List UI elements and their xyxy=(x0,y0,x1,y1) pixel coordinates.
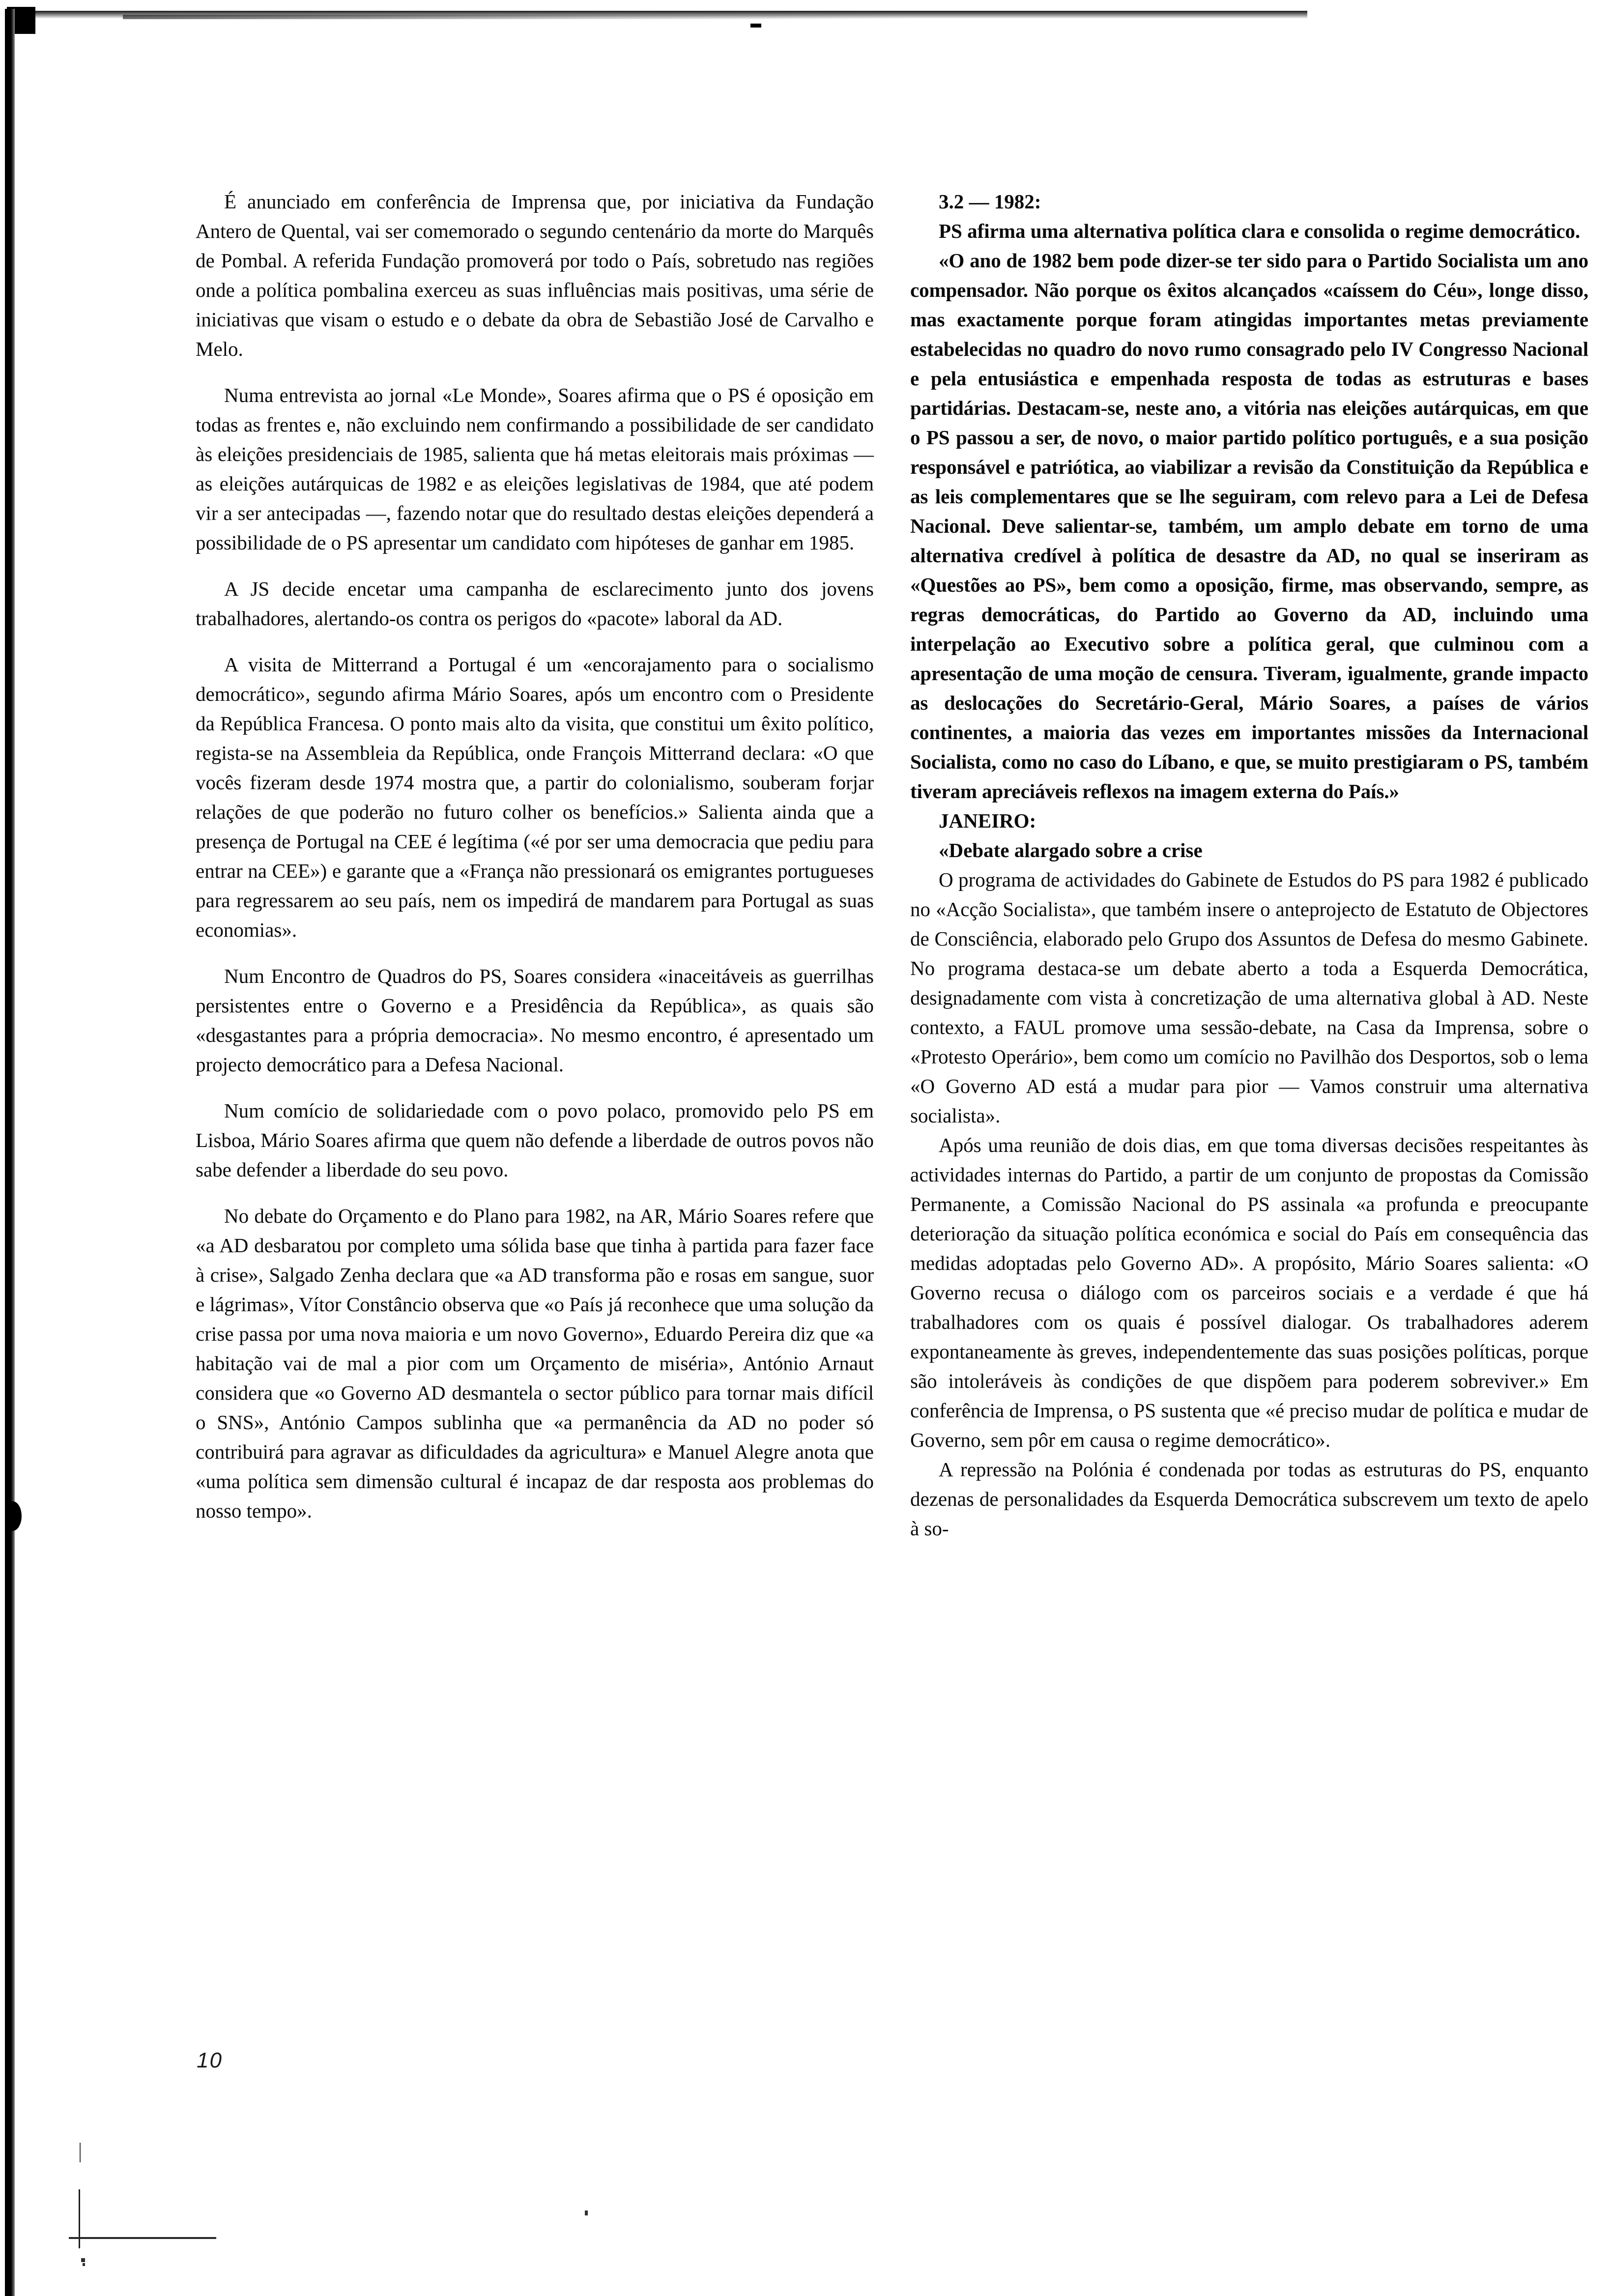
scan-top-edge-smudge-secondary xyxy=(123,15,909,19)
scan-dash-artifact xyxy=(750,24,761,28)
month-subheading: «Debate alargado sobre a crise xyxy=(939,839,1203,861)
annual-report-quote: «O ano de 1982 bem pode dizer-se ter sido para o Partido Socialista um ano compensador. Não porque os êxitos alcançados «caíssem do Céu», longe disso, mas exactamente porque foram atingidas importantes metas previamente estabelecidas no quadro do novo rumo consagrado pelo IV Congresso Nacional e pela entusiástica e empenhada resposta de todas as estruturas e bases partidárias. Destacam-se, neste ano, a vitória nas eleições autárquicas, em que o PS passou a ser, de novo, o maior partido político português, e a sua posição responsável e patriótica, ao viabilizar a revisão da Constituição da República e as leis complementares que se lhe seguiram, com relevo para a Lei de Defesa Nacional. Deve salientar-se, também, um amplo debate em torno de uma alternativa credível à política de desastre da AD, no qual se inseriram as «Questões ao PS», bem como a oposição, firme, mas observando, sempre, as regras democráticas, do Partido ao Governo da AD, incluindo uma interpelação ao Executivo sobre a política geral, que culminou com a apresentação de uma moção de censura. Tiveram, igualmente, grande impacto as deslocações do Secretário-Geral, Mário Soares, a países de vários continentes, a maioria das vezes em importantes missões da Internacional Socialista, como no caso do Líbano, e que, se muito prestigiaram o PS, também tiveram apreciáveis reflexos na imagem externa do País.» xyxy=(910,249,1588,803)
scan-bottom-line-artifact xyxy=(69,2237,216,2239)
scan-speck xyxy=(81,2258,85,2262)
scan-spine-shadow xyxy=(5,9,15,2296)
paragraph: A JS decide encetar uma campanha de esclarecimento junto dos jovens trabalhadores, alertando-os contra os perigos do «pacote» laboral da AD. xyxy=(196,577,874,630)
page-number: 10 xyxy=(197,2048,223,2072)
paragraph: No debate do Orçamento e do Plano para 1982, na AR, Mário Soares refere que «a AD desbaratou por completo uma sólida base que tinha à partida para fazer face à crise», Salgado Zenha declara que «a AD transforma pão e rosas em sangue, suor e lágrimas», Vítor Constâncio observa que «o País já reconhece que uma solução da crise passa por uma nova maioria e um novo Governo», Eduardo Pereira diz que «a habitação vai de mal a pior com um Orçamento de miséria», António Arnaut considera que «o Governo AD desmantela o sector público para tornar mais difícil o SNS», António Campos sublinha que «a permanência da AD no poder só contribuirá para agravar as dificuldades da agricultura» e Manuel Alegre anota que «uma política sem dimensão cultural é incapaz de dar resposta aos problemas do nosso tempo». xyxy=(196,1205,874,1522)
scan-hairline-artifact-secondary xyxy=(80,2143,81,2162)
scan-speck xyxy=(585,2210,588,2215)
paragraph: Após uma reunião de dois dias, em que toma diversas decisões respeitantes às actividades internas do Partido, a partir de um conjunto de propostas da Comissão Permanente, a Comissão Nacional do PS assinala «a profunda e preocupante deterioração da situação política económica e social do País em consequência das medidas adoptadas pelo Governo AD». A propósito, Mário Soares salienta: «O Governo recusa o diálogo com os parceiros sociais e a verdade é que há trabalhadores com os quais é possível dialogar. Os trabalhadores aderem expontaneamente às greves, independentemente das suas posições políticas, porque são intoleráveis às condições de que dispõem para poderem sobreviver.» Em conferência de Imprensa, o PS sustenta que «é preciso mudar de política e mudar de Governo, sem pôr em causa o regime democrático». xyxy=(910,1134,1588,1451)
scan-hairline-artifact xyxy=(79,2189,80,2248)
paragraph: A visita de Mitterrand a Portugal é um «encorajamento para o socialismo democrático», segundo afirma Mário Soares, após um encontro com o Presidente da República Francesa. O ponto mais alto da visita, que constitui um êxito político, regista-se na Assembleia da República, onde François Mitterrand declara: «O que vocês fizeram desde 1974 mostra que, a partir do colonialismo, souberam forjar relações de que poderão no futuro colher os benefícios.» Salienta ainda que a presença de Portugal na CEE é legítima («é por ser uma democracia que pediu para entrar na CEE») e garante que a «França não pressionará os emigrantes portugueses para regressarem ao seu país, nem os impedirá de mandarem para Portugal as suas economias». xyxy=(196,653,874,941)
paragraph: O programa de actividades do Gabinete de Estudos do PS para 1982 é publicado no «Acção Socialista», que também insere o anteprojecto de Estatuto de Objectores de Consciência, elaborado pelo Grupo dos Assuntos de Defesa do mesmo Gabinete. No programa destaca-se um debate aberto a toda a Esquerda Democrática, designadamente com vista à concretização de uma alternativa global à AD. Neste contexto, a FAUL promove uma sessão-debate, na Casa da Imprensa, sobre o «Protesto Operário», bem como um comício no Pavilhão dos Desportos, sob o lema «O Governo AD está a mudar para pior — Vamos construir uma alternativa socialista». xyxy=(910,868,1588,1127)
right-text-column xyxy=(910,187,1588,1543)
scan-speck xyxy=(83,2263,85,2266)
paragraph: Num comício de solidariedade com o povo polaco, promovido pelo PS em Lisboa, Mário Soares afirma que quem não defende a liberdade de outros povos não sabe defender a liberdade do seu povo. xyxy=(196,1099,874,1181)
paragraph: É anunciado em conferência de Imprensa que, por iniciativa da Fundação Antero de Quental, vai ser comemorado o segundo centenário da morte do Marquês de Pombal. A referida Fundação promoverá por todo o País, sobretudo nas regiões onde a política pombalina exerceu as suas influências mais positivas, uma série de iniciativas que visam o estudo e o debate da obra de Sebastião José de Carvalho e Melo. xyxy=(196,190,874,360)
paragraph: Numa entrevista ao jornal «Le Monde», Soares afirma que o PS é oposição em todas as frentes e, não excluindo nem confirmando a possibilidade de ser candidato às eleições presidenciais de 1985, salienta que há metas eleitorais mais próximas — as eleições autárquicas de 1982 e as eleições legislativas de 1984, que até podem vir a ser antecipadas —, fazendo notar que do resultado destas eleições dependerá a possibilidade de o PS apresentar um candidato com hipóteses de ganhar em 1985. xyxy=(196,384,874,554)
paragraph: Num Encontro de Quadros do PS, Soares considera «inaceitáveis as guerrilhas persistentes entre o Governo e a Presidência da República», as quais são «desgastantes para a própria democracia». No mesmo encontro, é apresentado um projecto democrático para a Defesa Nacional. xyxy=(196,965,874,1076)
month-heading: JANEIRO: xyxy=(939,809,1036,832)
section-title: PS afirma uma alternativa política clara e consolida o regime democrático. xyxy=(939,220,1581,242)
section-number: 3.2 — 1982: xyxy=(939,190,1041,213)
scan-spine-bulge-artifact xyxy=(7,1501,22,1531)
left-text-column xyxy=(196,187,874,1525)
paragraph: A repressão na Polónia é condenada por todas as estruturas do PS, enquanto dezenas de personalidades da Esquerda Democrática subscrevem um texto de apelo à so- xyxy=(910,1458,1588,1540)
